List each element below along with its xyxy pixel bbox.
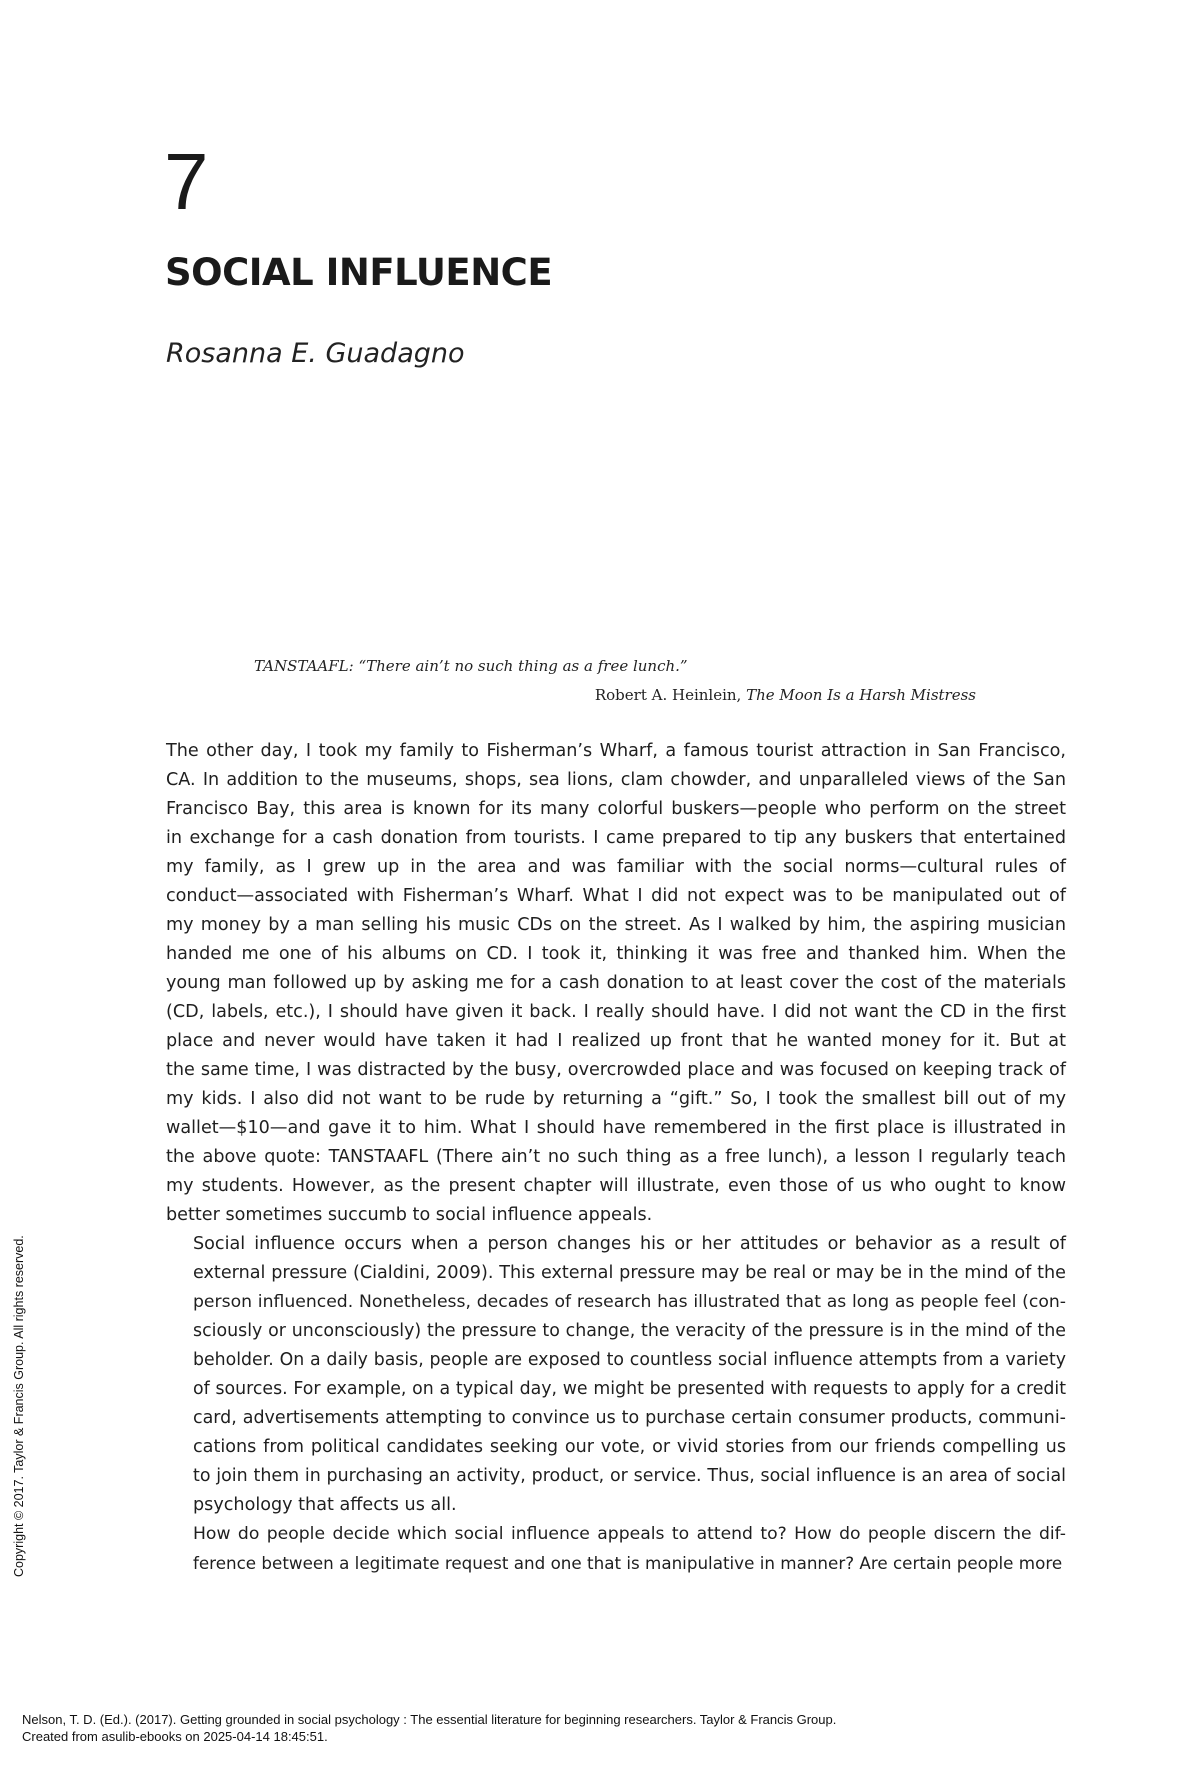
body-line: my kids. I also did not want to be rude by returning a “gift.” So, I took the smallest bill out of my <box>166 1089 1066 1109</box>
body-paragraph <box>166 1520 1066 1578</box>
body-line: Social influence occurs when a person changes his or her attitudes or behavior as a result of <box>193 1234 1066 1254</box>
body-text <box>166 737 1066 1578</box>
body-line: cations from political candidates seeking our vote, or vivid stories from our friends compelling us <box>193 1437 1066 1457</box>
page-footer <box>22 1711 836 1745</box>
epigraph <box>254 652 976 710</box>
body-line: person influenced. Nonetheless, decades of research has illustrated that as long as people feel (con- <box>193 1292 1066 1312</box>
footer-citation: Nelson, T. D. (Ed.). (2017). Getting grounded in social psychology : The essential literature for beginning researchers. Taylor & Francis Group. <box>22 1712 837 1727</box>
body-line: the same time, I was distracted by the busy, overcrowded place and was focused on keeping track of <box>166 1060 1066 1080</box>
chapter-title: SOCIAL INFLUENCE <box>165 251 553 294</box>
side-copyright-notice: Copyright © 2017. Taylor & Francis Group. All rights reserved. <box>12 1235 26 1577</box>
body-paragraph <box>166 737 1066 1230</box>
body-line: How do people decide which social influence appeals to attend to? How do people discern the dif- <box>193 1524 1066 1544</box>
body-line: to join them in purchasing an activity, product, or service. Thus, social influence is an area of social <box>193 1466 1066 1486</box>
body-line: my students. However, as the present chapter will illustrate, even those of us who ought to know <box>166 1176 1066 1196</box>
body-line: beholder. On a daily basis, people are exposed to countless social influence attempts from a variety <box>193 1350 1066 1370</box>
body-line: The other day, I took my family to Fisherman’s Wharf, a famous tourist attraction in San Francisco, <box>166 741 1066 761</box>
body-line: my money by a man selling his music CDs on the street. As I walked by him, the aspiring musician <box>166 915 1066 935</box>
body-line: better sometimes succumb to social influence appeals. <box>166 1205 653 1225</box>
epigraph-attribution-work: The Moon Is a Harsh Mistress <box>746 686 976 704</box>
body-line: of sources. For example, on a typical day, we might be presented with requests to apply for a credit <box>193 1379 1066 1399</box>
body-line: the above quote: TANSTAAFL (There ain’t no such thing as a free lunch), a lesson I regularly teach <box>166 1147 1066 1167</box>
body-line: external pressure (Cialdini, 2009). This external pressure may be real or may be in the mind of the <box>193 1263 1066 1283</box>
body-line: conduct—associated with Fisherman’s Wharf. What I did not expect was to be manipulated out of <box>166 886 1066 906</box>
body-line: Francisco Bay, this area is known for its many colorful buskers—people who perform on the street <box>166 799 1066 819</box>
body-line: in exchange for a cash donation from tourists. I came prepared to tip any buskers that entertained <box>166 828 1066 848</box>
body-line: wallet—$10—and gave it to him. What I should have remembered in the first place is illustrated in <box>166 1118 1066 1138</box>
body-line: young man followed up by asking me for a cash donation to at least cover the cost of the materials <box>166 973 1066 993</box>
body-line: place and never would have taken it had I realized up front that he wanted money for it. But at <box>166 1031 1066 1051</box>
epigraph-attribution-author: Robert A. Heinlein, <box>594 686 747 704</box>
epigraph-attribution <box>254 681 976 710</box>
body-line: card, advertisements attempting to convince us to purchase certain consumer products, communi- <box>193 1408 1066 1428</box>
chapter-number: 7 <box>164 137 209 226</box>
body-line: handed me one of his albums on CD. I took it, thinking it was free and thanked him. When the <box>166 944 1066 964</box>
epigraph-quote: TANSTAAFL: “There ain’t no such thing as a free lunch.” <box>254 657 688 675</box>
footer-created-timestamp: Created from asulib-ebooks on 2025-04-14 18:45:51. <box>22 1729 328 1744</box>
body-line: sciously or unconsciously) the pressure to change, the veracity of the pressure is in the mind of the <box>193 1321 1066 1341</box>
chapter-author: Rosanna E. Guadagno <box>166 338 465 369</box>
body-line: my family, as I grew up in the area and was familiar with the social norms—cultural rules of <box>166 857 1066 877</box>
body-line: (CD, labels, etc.), I should have given it back. I really should have. I did not want the CD in the first <box>166 1002 1066 1022</box>
body-line: psychology that affects us all. <box>193 1495 457 1515</box>
body-line: ference between a legitimate request and one that is manipulative in manner? Are certain people more <box>193 1553 1063 1573</box>
body-line: CA. In addition to the museums, shops, sea lions, clam chowder, and unparalleled views of the San <box>166 770 1066 790</box>
body-paragraph <box>166 1230 1066 1520</box>
